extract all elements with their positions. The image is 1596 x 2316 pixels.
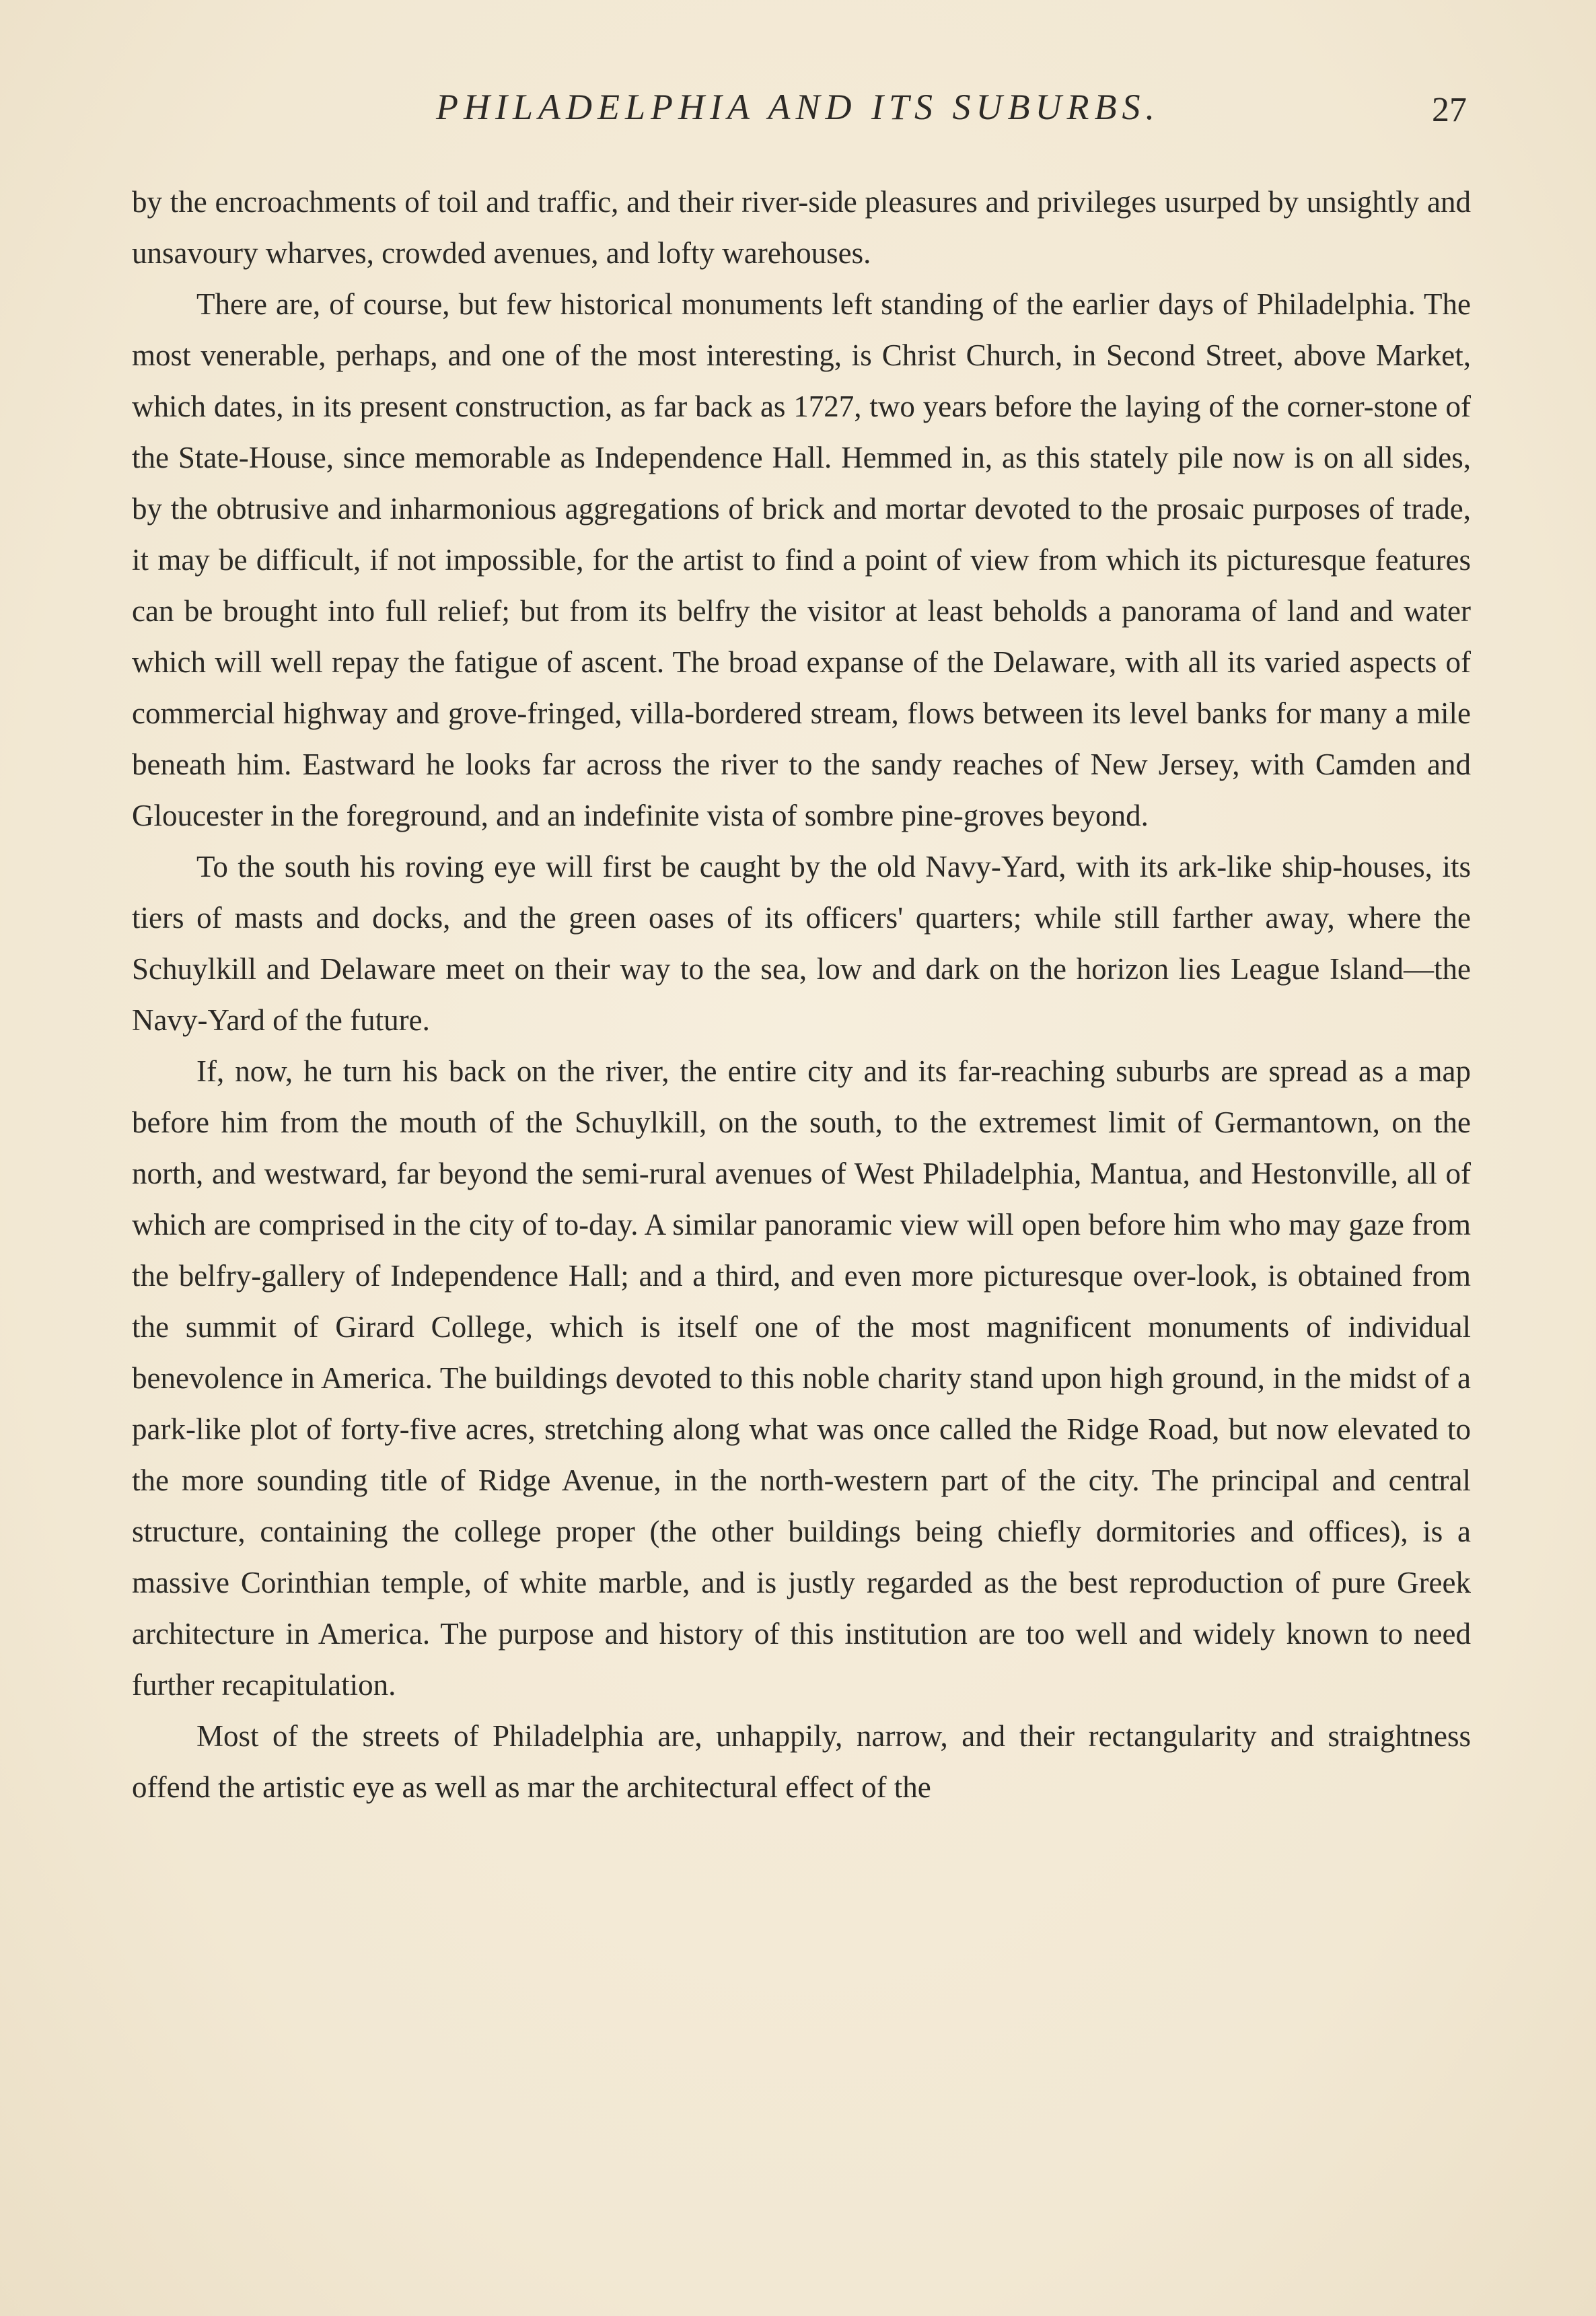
paragraph-historical-monuments: There are, of course, but few historical monuments left standing of the earlier days of Philadelphia. The most venerable, perhaps, and one of the most interesting, is Christ Church, in Second Street, above Market, which dates, in its present construction, as far back as 1727, two years before the laying of the corner-stone of the State-House, since memorable as Independence Hall. Hemmed in, as this stately pile now is on all sides, by the obtrusive and inharmonious aggregations of brick and mortar devoted to the prosaic purposes of trade, it may be difficult, if not impossible, for the artist to find a point of view from which its picturesque features can be brought into full relief; but from its belfry the visitor at least beholds a panorama of land and water which will well repay the fatigue of ascent. The broad expanse of the Delaware, with all its varied aspects of commercial highway and grove-fringed, villa-bordered stream, flows between its level banks for many a mile beneath him. Eastward he looks far across the river to the sandy reaches of New Jersey, with Camden and Gloucester in the foreground, and an indefinite vista of sombre pine-groves beyond. — [132, 287, 1471, 832]
paragraph-continuation: by the encroachments of toil and traffic, and their river-side pleasures and privileges usurped by unsightly and unsavoury wharves, crowded avenues, and lofty warehouses. — [132, 185, 1471, 270]
paragraph-navy-yard: To the south his roving eye will first be caught by the old Navy-Yard, with its ark-like ship-houses, its tiers of masts and docks, and the green oases of its officers' quarters; while still farther away, where the Schuylkill and Delaware meet on their way to the sea, low and dark on the horizon lies League Island—the Navy-Yard of the future. — [132, 850, 1471, 1037]
body-text — [132, 176, 1471, 1813]
page-number: 27 — [1432, 91, 1467, 129]
running-head — [0, 86, 1596, 140]
running-title: PHILADELPHIA AND ITS SUBURBS. — [436, 87, 1160, 127]
paragraph-streets: Most of the streets of Philadelphia are, unhappily, narrow, and their rectangularity and straightness offend the artistic eye as well as mar the architectural effect of the — [132, 1719, 1471, 1804]
paragraph-girard-college: If, now, he turn his back on the river, the entire city and its far-reaching suburbs are spread as a map before him from the mouth of the Schuylkill, on the south, to the extremest limit of Germantown, on the north, and westward, far beyond the semi-rural avenues of West Philadelphia, Mantua, and Hestonville, all of which are comprised in the city of to-day. A similar panoramic view will open before him who may gaze from the belfry-gallery of Independence Hall; and a third, and even more picturesque over-look, is obtained from the summit of Girard College, which is itself one of the most magnificent monuments of individual benevolence in America. The buildings devoted to this noble charity stand upon high ground, in the midst of a park-like plot of forty-five acres, stretching along what was once called the Ridge Road, but now elevated to the more sounding title of Ridge Avenue, in the north-western part of the city. The principal and central structure, containing the college proper (the other buildings being chiefly dormitories and offices), is a massive Corinthian temple, of white marble, and is justly regarded as the best reproduction of pure Greek architecture in America. The purpose and history of this institution are too well and widely known to need further recapitulation. — [132, 1054, 1471, 1702]
